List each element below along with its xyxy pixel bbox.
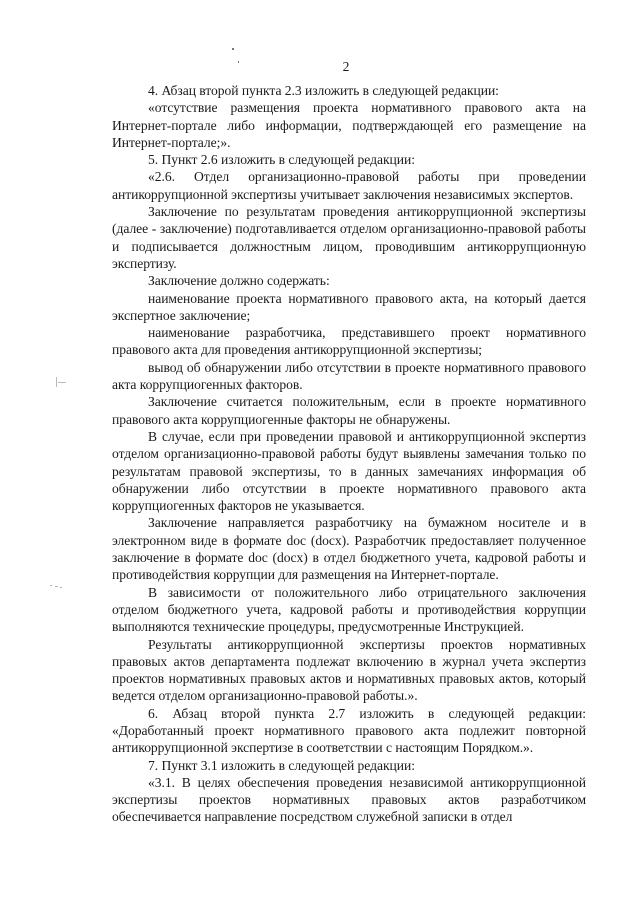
document-body xyxy=(112,82,586,826)
paragraph: наименование проекта нормативного правового акта, на который дается экспертное заключение; xyxy=(112,290,586,323)
paragraph: Заключение считается положительным, если в проекте нормативного правового акта коррупциогенные факторы не обнаружены. xyxy=(112,394,586,427)
paragraph: «2.6. Отдел организационно-правовой работы при проведении антикоррупционной экспертизы учитывает заключения независимых экспертов. xyxy=(112,169,586,202)
paragraph: 6. Абзац второй пункта 2.7 изложить в следующей редакции: «Доработанный проект нормативного правового акта подлежит повторной антикоррупционной экспертизе в соответствии с настоящим Порядком.». xyxy=(112,705,586,756)
margin-mark xyxy=(55,586,58,587)
scan-speck xyxy=(232,48,234,50)
paragraph: «3.1. В целях обеспечения проведения независимой антикоррупционной экспертизы проектов нормативных правовых актов разработчиком обеспечивается направление посредством служебной записки в отдел xyxy=(112,774,586,825)
paragraph: Заключение должно содержать: xyxy=(148,273,330,289)
paragraph: В случае, если при проведении правовой и антикоррупционной экспертиз отделом организационно-правовой работы будут выявлены замечания только по результатам правовой экспертизы, то в данных замечаниях информация об обнаружении либо отсутствии в проекте нормативного правового акта коррупциогенных факторов не указывается. xyxy=(112,428,586,514)
paragraph: 5. Пункт 2.6 изложить в следующей редакции: xyxy=(148,152,415,168)
page-number: 2 xyxy=(342,59,350,74)
paragraph: 4. Абзац второй пункта 2.3 изложить в следующей редакции: xyxy=(148,83,499,98)
margin-mark xyxy=(50,585,52,586)
paragraph: 7. Пункт 3.1 изложить в следующей редакции: xyxy=(148,757,415,773)
paragraph: наименование разработчика, представившего проект нормативного правового акта для проведения антикоррупционной экспертизы; xyxy=(112,325,586,358)
margin-mark xyxy=(60,587,62,588)
paragraph: «отсутствие размещения проекта нормативного правового акта на Интернет-портале либо информации, подтверждающей его размещение на Интернет-портале;». xyxy=(112,100,586,150)
paragraph: В зависимости от положительного либо отрицательного заключения отделом бюджетного учета, кадровой работы и противодействия коррупции выполняются технические процедуры, предусмотренные Инструкцией. xyxy=(112,584,586,635)
scan-speck xyxy=(238,61,239,63)
margin-mark xyxy=(58,382,66,383)
paragraph: Результаты антикоррупционной экспертизы проектов нормативных правовых актов департамента подлежат включению в журнал учета экспертиз проектов нормативных правовых актов и нормативных правовых актов, который ведется отделом организационно-правовой работы.». xyxy=(112,636,586,704)
paragraph: Заключение по результатам проведения антикоррупционной экспертизы (далее - заключение) подготавливается отделом организационно-правовой работы и подписывается должностным лицом, проводившим антикоррупционную экспертизу. xyxy=(112,204,586,271)
paragraph: вывод об обнаружении либо отсутствии в проекте нормативного правового акта коррупциогенных факторов. xyxy=(112,359,586,393)
margin-mark xyxy=(56,377,57,387)
paragraph: Заключение направляется разработчику на бумажном носителе и в электронном виде в формате doc (docx). Разработчик предоставляет полученное заключение в формате doc (docx) в отдел бюджетного учета, кадровой работы и противодействия коррупции для размещения на Интернет-портале. xyxy=(112,515,586,583)
